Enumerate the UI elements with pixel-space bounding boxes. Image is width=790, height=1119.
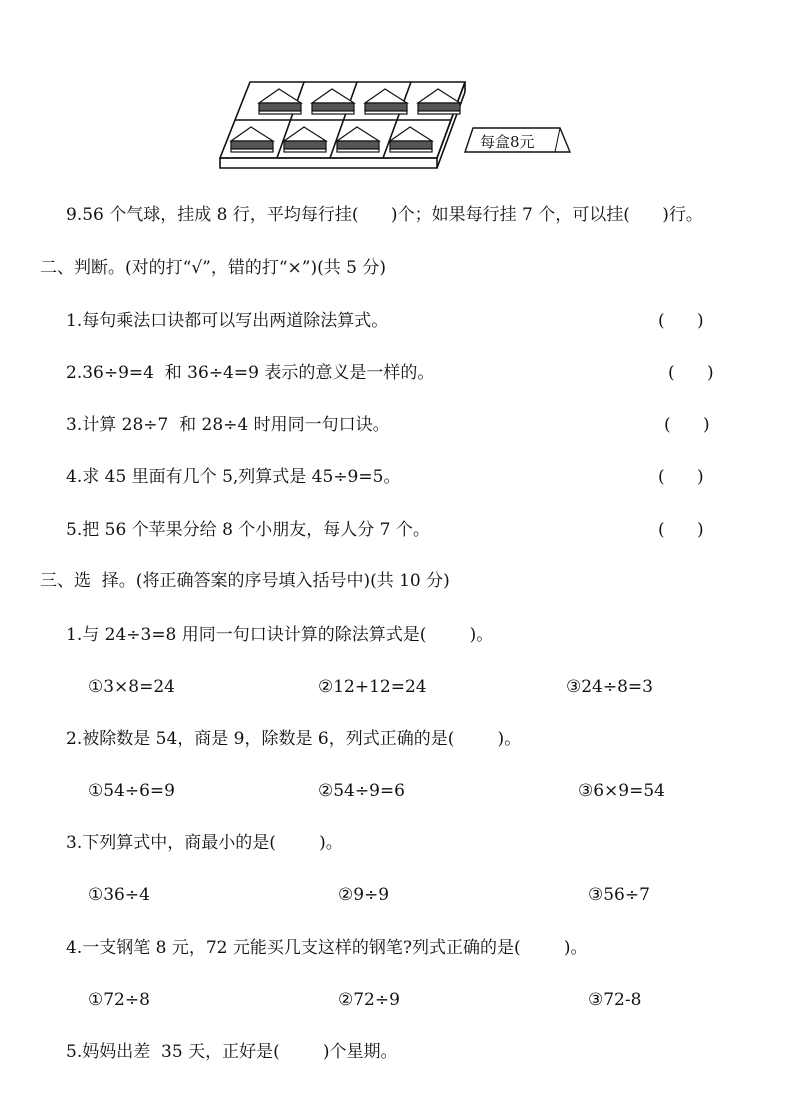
- judge-answer-2[interactable]: ( ): [668, 363, 714, 383]
- sandwich-tray-illustration: [215, 70, 575, 175]
- judge-item-2: 2.36÷9=4 和 36÷4=9 表示的意义是一样的。: [66, 363, 435, 383]
- choice-4-option-2[interactable]: ②72÷9: [338, 990, 400, 1010]
- choice-1-option-3[interactable]: ③24÷8=3: [566, 677, 653, 697]
- choice-4-option-3[interactable]: ③72-8: [588, 990, 642, 1010]
- price-tag: [465, 128, 570, 152]
- choice-question-3: 3.下列算式中，商最小的是( )。: [66, 833, 343, 853]
- sandwich-icon: [284, 127, 326, 152]
- judge-answer-4[interactable]: ( ): [658, 467, 704, 487]
- choice-1-option-2[interactable]: ②12+12=24: [318, 677, 427, 697]
- sandwich-icon: [259, 89, 301, 114]
- price-tag-label: 每盒8元: [480, 133, 535, 151]
- choice-question-1: 1.与 24÷3=8 用同一句口诀计算的除法算式是( )。: [66, 625, 494, 645]
- judge-answer-3[interactable]: ( ): [664, 415, 710, 435]
- sandwich-icon: [231, 127, 273, 152]
- judge-item-3: 3.计算 28÷7 和 28÷4 时用同一句口诀。: [66, 415, 390, 435]
- judge-item-5: 5.把 56 个苹果分给 8 个小朋友，每人分 7 个。: [66, 520, 430, 540]
- sandwich-icon: [418, 89, 460, 114]
- choice-2-option-3[interactable]: ③6×9=54: [578, 781, 665, 801]
- question-9: 9.56 个气球，挂成 8 行，平均每行挂( )个；如果每行挂 7 个，可以挂( )行。: [66, 205, 703, 225]
- choice-3-option-3[interactable]: ③56÷7: [588, 885, 650, 905]
- sandwich-icon: [312, 89, 354, 114]
- choice-2-option-1[interactable]: ①54÷6=9: [88, 781, 175, 801]
- judge-item-4: 4.求 45 里面有几个 5,列算式是 45÷9=5。: [66, 467, 401, 487]
- judge-answer-5[interactable]: ( ): [658, 520, 704, 540]
- choice-3-option-1[interactable]: ①36÷4: [88, 885, 150, 905]
- section-3-heading: 三、选 择。(将正确答案的序号填入括号中)(共 10 分): [40, 571, 450, 591]
- judge-answer-1[interactable]: ( ): [658, 311, 704, 331]
- tray: [220, 82, 465, 168]
- choice-1-option-1[interactable]: ①3×8=24: [88, 677, 175, 697]
- section-2-heading: 二、判断。(对的打“√”，错的打“×”)(共 5 分): [40, 258, 386, 278]
- choice-2-option-2[interactable]: ②54÷9=6: [318, 781, 405, 801]
- sandwich-icon: [365, 89, 407, 114]
- choice-question-4: 4.一支钢笔 8 元，72 元能买几支这样的钢笔?列式正确的是( )。: [66, 938, 588, 958]
- sandwich-icon: [337, 127, 379, 152]
- choice-3-option-2[interactable]: ②9÷9: [338, 885, 390, 905]
- choice-question-2: 2.被除数是 54，商是 9，除数是 6，列式正确的是( )。: [66, 729, 522, 749]
- choice-question-5: 5.妈妈出差 35 天，正好是( )个星期。: [66, 1042, 398, 1062]
- sandwich-icon: [390, 127, 432, 152]
- choice-4-option-1[interactable]: ①72÷8: [88, 990, 150, 1010]
- judge-item-1: 1.每句乘法口诀都可以写出两道除法算式。: [66, 311, 389, 331]
